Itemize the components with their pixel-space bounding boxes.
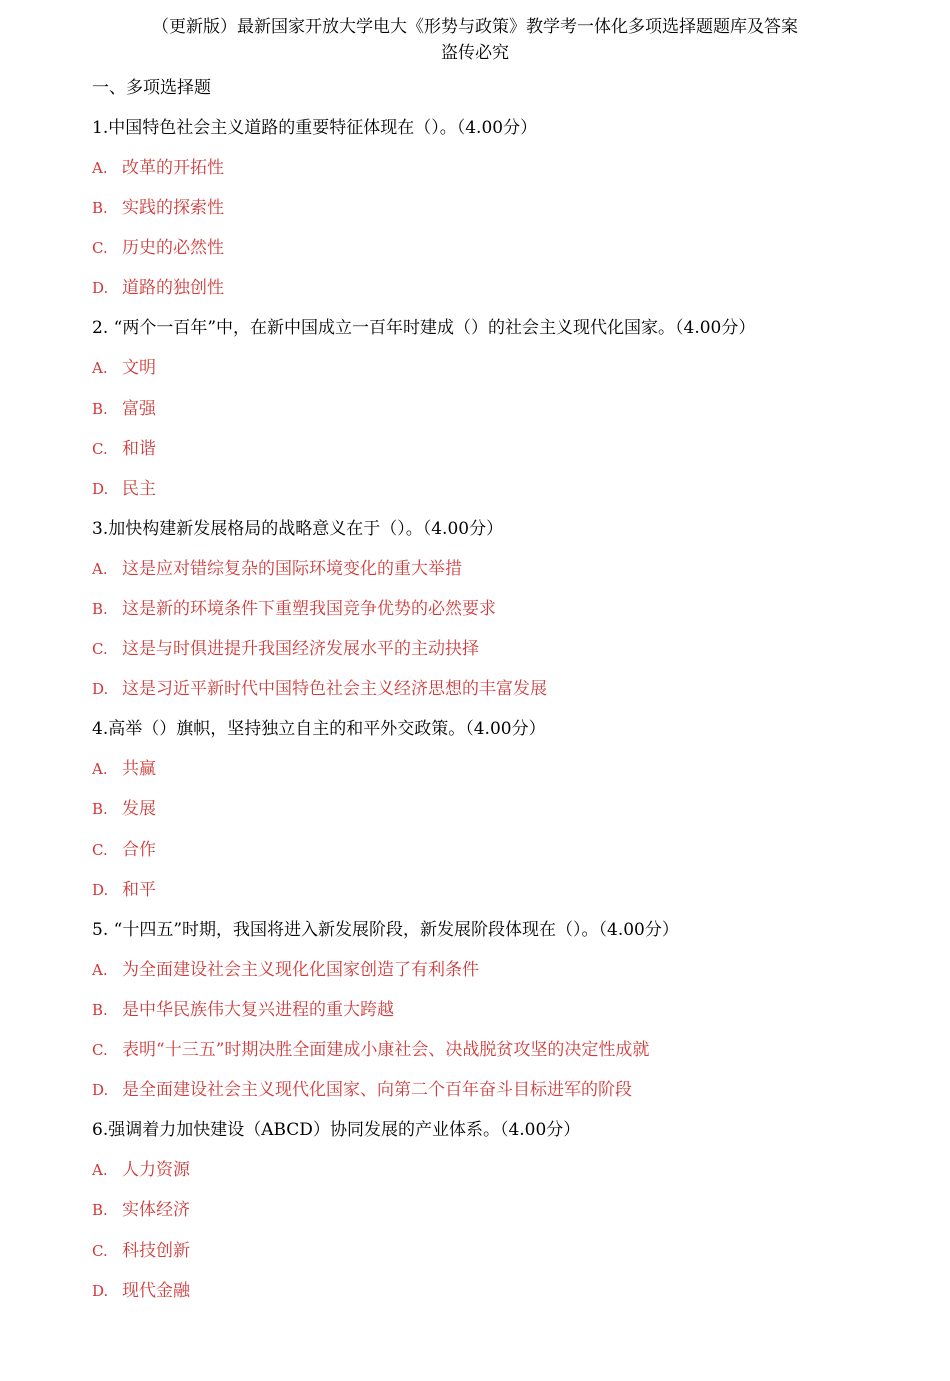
option-text: 是全面建设社会主义现代化国家、向第二个百年奋斗目标进军的阶段: [122, 1080, 632, 1100]
option-text: 科技创新: [122, 1241, 190, 1261]
option-letter: B.: [92, 199, 108, 217]
answer-option: [92, 1157, 190, 1183]
option-text: 改革的开拓性: [122, 158, 224, 178]
option-text: 和谐: [122, 439, 156, 459]
answer-option: [92, 596, 496, 622]
answer-option: [92, 155, 224, 181]
answer-option: [92, 997, 394, 1023]
answer-option: [92, 436, 156, 462]
option-text: 人力资源: [122, 1160, 190, 1180]
option-text: 实体经济: [122, 1200, 190, 1220]
answer-option: [92, 396, 156, 422]
option-text: 和平: [122, 880, 156, 900]
option-text: 表明“十三五”时期决胜全面建成小康社会、决战脱贫攻坚的决定性成就: [122, 1040, 650, 1060]
question-text: 1.中国特色社会主义道路的重要特征体现在（）。（4.00分）: [92, 118, 538, 138]
question-text: 5. “十四五”时期，我国将进入新发展阶段，新发展阶段体现在（）。（4.00分）: [92, 920, 679, 940]
answer-option: [92, 1077, 632, 1103]
option-letter: D.: [92, 680, 109, 698]
option-text: 发展: [122, 799, 156, 819]
answer-option: [92, 275, 224, 301]
document-title: （更新版）最新国家开放大学电大《形势与政策》教学考一体化多项选择题题库及答案: [152, 17, 798, 37]
answer-option: [92, 355, 156, 381]
option-letter: A.: [92, 961, 108, 979]
option-letter: C.: [92, 440, 108, 458]
answer-option: [92, 476, 156, 502]
option-letter: B.: [92, 1001, 108, 1019]
option-text: 历史的必然性: [122, 238, 224, 258]
option-text: 民主: [122, 479, 156, 499]
option-letter: B.: [92, 1201, 108, 1219]
option-letter: B.: [92, 800, 108, 818]
option-letter: C.: [92, 239, 108, 257]
option-text: 是中华民族伟大复兴进程的重大跨越: [122, 1000, 394, 1020]
option-letter: A.: [92, 560, 108, 578]
answer-option: [92, 877, 156, 903]
option-letter: A.: [92, 359, 108, 377]
option-text: 合作: [122, 840, 156, 860]
answer-option: [92, 556, 462, 582]
answer-option: [92, 756, 156, 782]
answer-option: [92, 957, 479, 983]
question-text: 6.强调着力加快建设（ABCD）协同发展的产业体系。（4.00分）: [92, 1120, 581, 1140]
option-text: 道路的独创性: [122, 278, 224, 298]
option-letter: D.: [92, 480, 109, 498]
answer-option: [92, 676, 547, 702]
answer-option: [92, 1278, 190, 1304]
option-letter: C.: [92, 841, 108, 859]
option-letter: B.: [92, 400, 108, 418]
question-text: 3.加快构建新发展格局的战略意义在于（）。（4.00分）: [92, 519, 504, 539]
option-text: 现代金融: [122, 1281, 190, 1301]
option-letter: A.: [92, 760, 108, 778]
option-text: 这是与时俱进提升我国经济发展水平的主动抉择: [122, 639, 479, 659]
answer-option: [92, 1197, 190, 1223]
section-heading: 一、多项选择题: [92, 78, 211, 98]
option-letter: D.: [92, 1081, 109, 1099]
option-text: 实践的探索性: [122, 198, 224, 218]
answer-option: [92, 195, 224, 221]
option-text: 这是习近平新时代中国特色社会主义经济思想的丰富发展: [122, 679, 547, 699]
option-letter: D.: [92, 1282, 109, 1300]
answer-option: [92, 1238, 190, 1264]
answer-option: [92, 1037, 649, 1063]
option-letter: C.: [92, 640, 108, 658]
option-letter: C.: [92, 1242, 108, 1260]
option-text: 这是新的环境条件下重塑我国竞争优势的必然要求: [122, 599, 496, 619]
option-letter: A.: [92, 159, 108, 177]
answer-option: [92, 796, 156, 822]
option-text: 为全面建设社会主义现化化国家创造了有利条件: [122, 960, 479, 980]
option-letter: B.: [92, 600, 108, 618]
document-subtitle: 盗传必究: [441, 43, 509, 63]
option-text: 富强: [122, 399, 156, 419]
option-letter: C.: [92, 1041, 108, 1059]
option-text: 共赢: [122, 759, 156, 779]
option-text: 文明: [122, 358, 156, 378]
answer-option: [92, 235, 224, 261]
option-text: 这是应对错综复杂的国际环境变化的重大举措: [122, 559, 462, 579]
question-text: 2. “两个一百年”中，在新中国成立一百年时建成（）的社会主义现代化国家。（4.00分）: [92, 318, 756, 338]
option-letter: A.: [92, 1161, 108, 1179]
answer-option: [92, 636, 479, 662]
question-text: 4.高举（）旗帜，坚持独立自主的和平外交政策。（4.00分）: [92, 719, 546, 739]
option-letter: D.: [92, 881, 109, 899]
option-letter: D.: [92, 279, 109, 297]
answer-option: [92, 837, 156, 863]
